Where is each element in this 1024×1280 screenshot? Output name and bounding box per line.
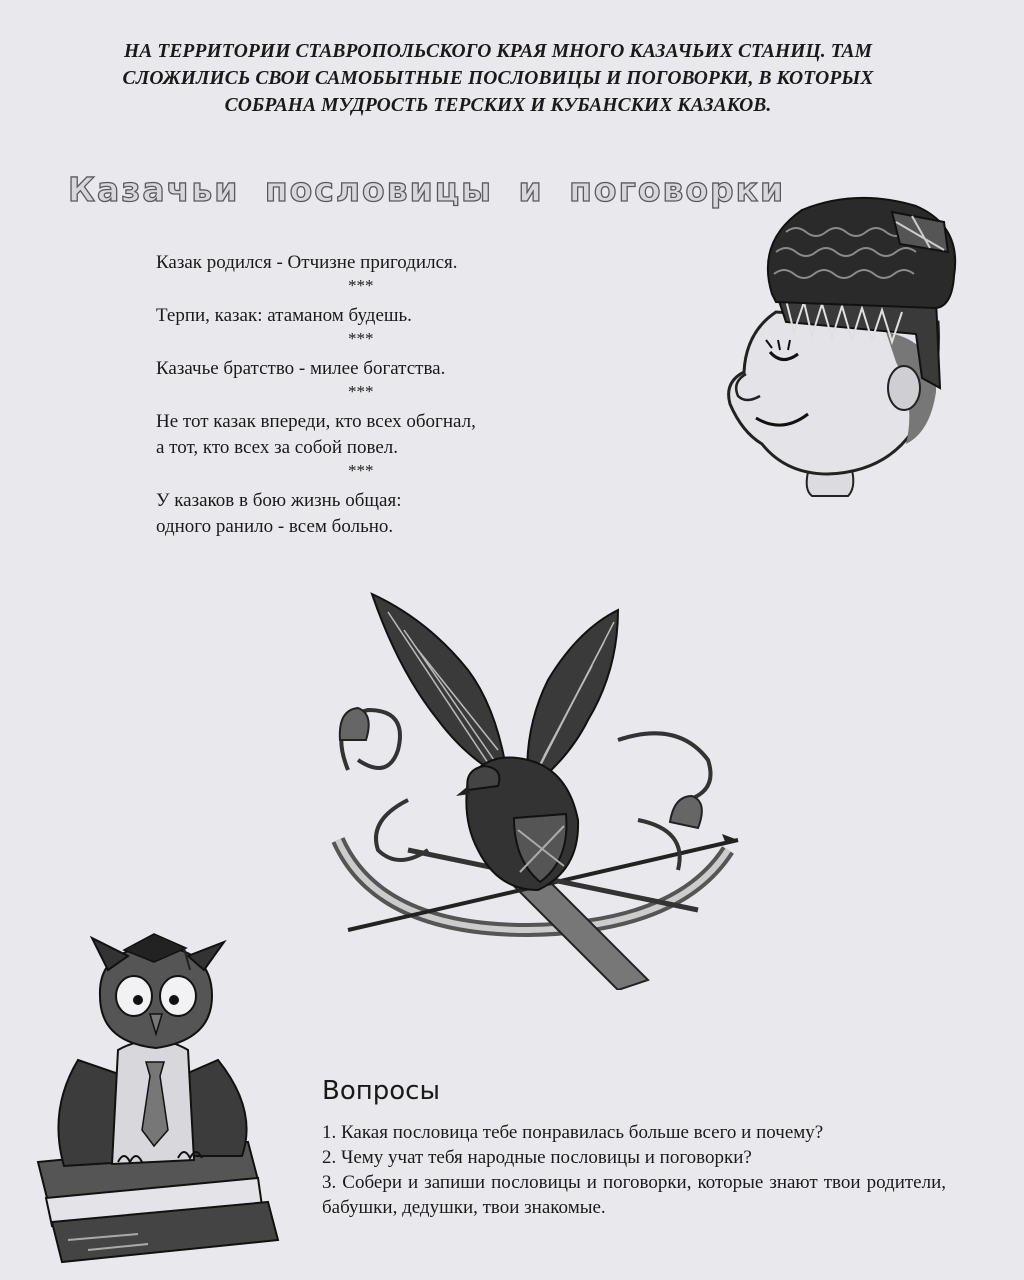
separator: ***: [348, 276, 374, 295]
intro-line: НА ТЕРРИТОРИИ СТАВРОПОЛЬСКОГО КРАЯ МНОГО КАЗАЧЬИХ СТАНИЦ. ТАМ: [123, 41, 873, 62]
separator: ***: [348, 329, 374, 348]
proverb-line: Казачье братство - милее богатства.: [156, 358, 446, 379]
intro-paragraph: [18, 38, 978, 119]
proverb: [156, 303, 576, 329]
intro-line: СОБРАНА МУДРОСТЬ ТЕРСКИХ И КУБАНСКИХ КАЗАКОВ.: [224, 95, 772, 116]
proverb: [156, 409, 576, 461]
proverb: [156, 250, 576, 276]
question-item: 3. Собери и запиши пословицы и поговорки, которые знают твои родители, бабушки, дедушки, твои знакомые.: [322, 1172, 946, 1218]
separator: ***: [348, 461, 374, 480]
question-item: 2. Чему учат тебя народные пословицы и поговорки?: [322, 1147, 752, 1168]
eagle-emblem-illustration: [318, 590, 748, 990]
question-item: 1. Какая пословица тебе понравилась больше всего и почему?: [322, 1122, 824, 1143]
page-title: Казачьи пословицы и поговорки: [68, 170, 786, 209]
proverb-line: одного ранило - всем больно.: [156, 516, 394, 537]
proverb-line: Терпи, казак: атаманом будешь.: [156, 305, 412, 326]
proverb-line: а тот, кто всех за собой повел.: [156, 437, 398, 458]
proverb: [156, 488, 576, 540]
proverb-list: [156, 250, 576, 540]
owl-on-books-illustration: [28, 930, 318, 1275]
intro-line: СЛОЖИЛИСЬ СВОИ САМОБЫТНЫЕ ПОСЛОВИЦЫ И ПОГОВОРКИ, В КОТОРЫХ: [122, 68, 874, 89]
proverb-line: У казаков в бою жизнь общая:: [156, 490, 402, 511]
questions-heading: Вопросы: [322, 1076, 440, 1106]
separator: ***: [348, 382, 374, 401]
proverb: [156, 356, 576, 382]
proverb-line: Казак родился - Отчизне пригодился.: [156, 252, 458, 273]
cossack-head-illustration: [716, 182, 966, 502]
proverb-line: Не тот казак впереди, кто всех обогнал,: [156, 411, 476, 432]
questions-list: [322, 1120, 946, 1220]
